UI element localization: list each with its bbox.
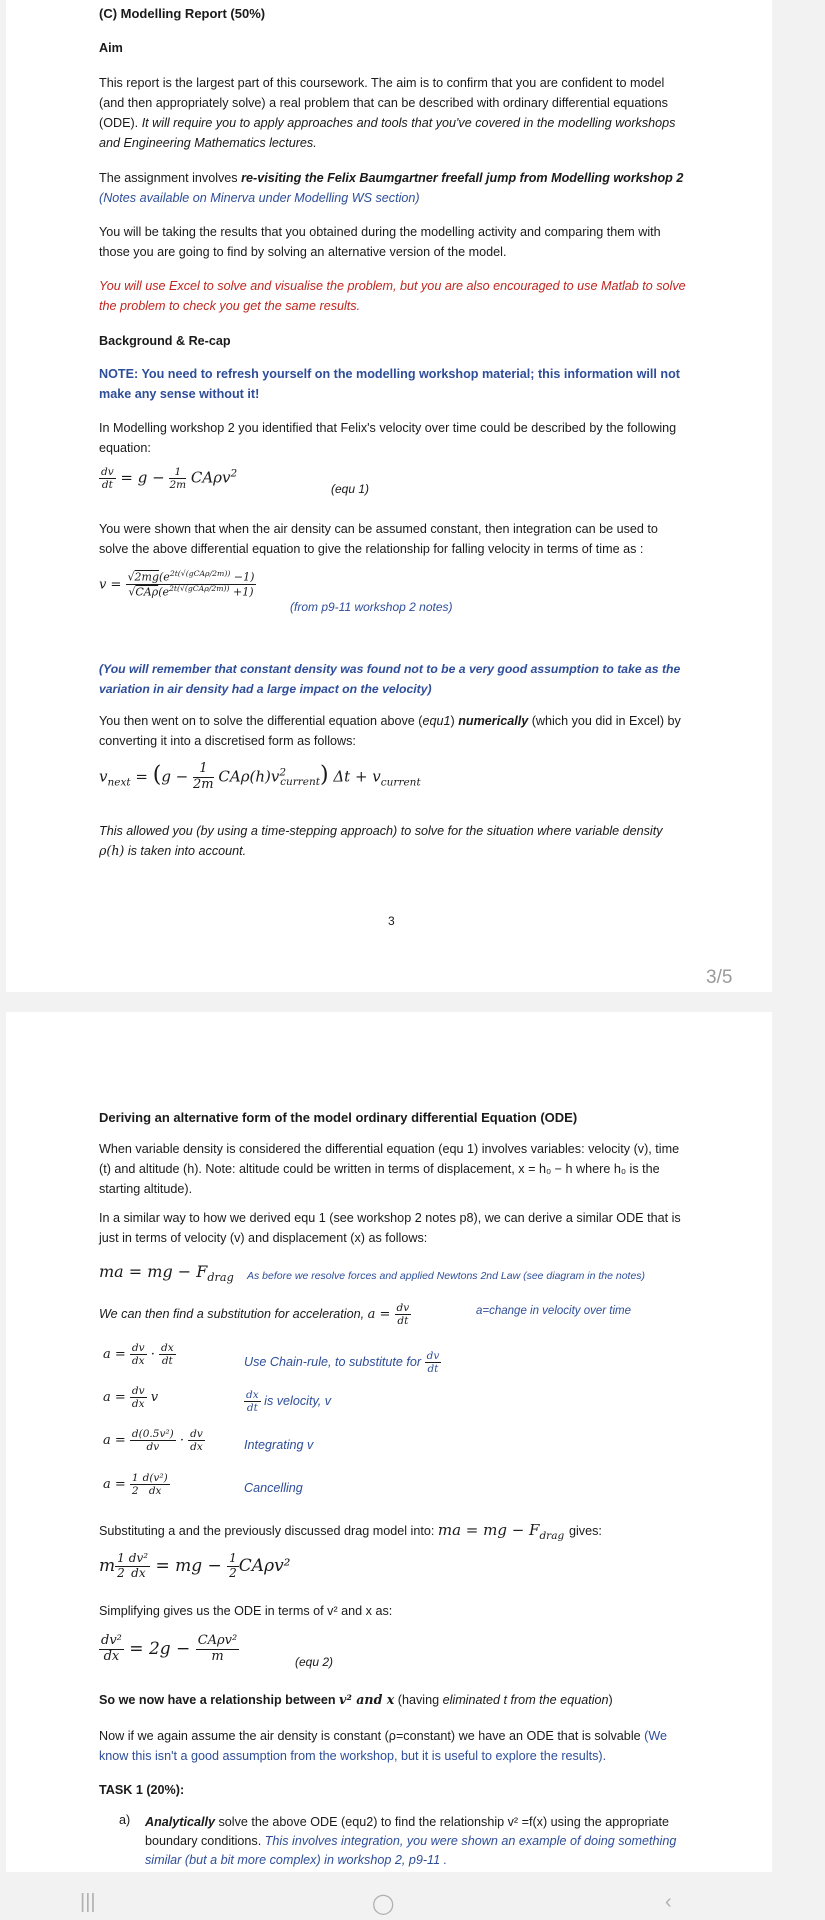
integrating-note: Integrating v [244, 1438, 314, 1452]
substitution-line: We can then find a substitution for acceleration, a = $\frac{dv}{dt}$ [99, 1302, 410, 1328]
relationship-line: So we now have a relationship between v² and x (having eliminated t from the equation) [99, 1692, 613, 1707]
workshop2-intro: In Modelling workshop 2 you identified that Felix's velocity over time could be described by the following equation: [99, 421, 677, 455]
from-notes-label: (from p9-11 workshop 2 notes) [290, 600, 453, 614]
chain-rule-note: Use Chain-rule, to substitute for $\frac{dv}{dt}$ [244, 1350, 440, 1376]
task-a-text: Analytically solve the above ODE (equ2) to find the relationship v² =f(x) using the appropriate boundary conditions. This involves integration, you were shown an example of doing something similar (but a bit more complex) in workshop 2, p9-11 . [145, 1815, 677, 1867]
refresh-note: NOTE: You need to refresh yourself on the modelling workshop material; this information will not make any sense without it! [99, 367, 680, 401]
section-title: (C) Modelling Report (50%) [99, 6, 266, 21]
substituting-line: Substituting a and the previously discussed drag model into: ma = mg − $F_{drag}$ gives: [99, 1521, 602, 1542]
task-a-label: a) [119, 1813, 131, 1827]
newton-equation: ma = mg − $F_{drag}$ [99, 1262, 234, 1285]
accel-note: a=change in velocity over time [476, 1305, 632, 1317]
bottom-nav-bar [0, 1885, 825, 1920]
newton-note: As before we resolve forces and applied Newtons 2nd Law (see diagram in the notes) [247, 1270, 646, 1282]
home-icon[interactable]: ◯ [372, 1893, 395, 1915]
task-heading: TASK 1 (20%): [99, 1783, 185, 1797]
variable-density-paragraph: When variable density is considered the differential equation (equ 1) involves variables: velocity (v), time (t) and altitude (h). Note: altitude could be written in terms of displacement, x = h₀ − h where h₀ is the starting altitude). [99, 1142, 680, 1196]
cancelling-step: a = $\frac{1}{2}$ $\frac{\text{d(v²)}}{dx}$ [103, 1472, 168, 1498]
constant-paragraph: Now if we again assume the air density is constant (ρ=constant) we have an ODE that is solvable (We know this isn't a good assumption from the workshop, but it is useful to explore the results). [99, 1729, 667, 1763]
page-number: 3 [388, 914, 395, 928]
document-page-4 [6, 1012, 772, 1872]
equation-1: $\frac{dv}{dt}$ = g − $\frac{1}{2m}$ CAρv$^2$ [101, 466, 238, 492]
excel-note: You will use Excel to solve and visualise the problem, but you are also encouraged to use Matlab to solve the problem to check you get the same results. [99, 279, 686, 313]
similar-way-paragraph: In a similar way to how we derived equ 1 (see workshop 2 notes p8), we can derive a similar ODE that is just in terms of velocity (v) and displacement (x) as follows: [99, 1211, 681, 1245]
recent-apps-icon[interactable]: ||| [80, 1891, 96, 1913]
equ2-label: (equ 2) [295, 1655, 334, 1669]
page-indicator: 3/5 [706, 967, 733, 988]
integrating-step: a = $\frac{\text{d(0.5v²)}}{dv}$ · $\frac{dv}{dx}$ [103, 1428, 203, 1454]
deriving-heading: Deriving an alternative form of the model ordinary differential Equation (ODE) [99, 1110, 578, 1125]
numeric-paragraph: You then went on to solve the differential equation above (equ1) numerically (which you did in Excel) by converting it into a discretised form as follows: [99, 714, 681, 748]
chain-rule-step: a = $\frac{dv}{dx}$ · $\frac{dx}{dt}$ [103, 1342, 174, 1368]
remember-note: (You will remember that constant density was found not to be a very good assumption to take as the variation in air density had a large impact on the velocity) [99, 662, 681, 696]
equ1-label: (equ 1) [331, 482, 370, 496]
aim-heading: Aim [99, 41, 123, 55]
discretised-equation: $v_{next} = (g$ − $\frac{1}{2m}$ $CA\rho(h)v^2_{current}$) $\Delta t + v_{current}$ [99, 761, 421, 792]
simplifying-line: Simplifying gives us the ODE in terms of v² and x as: [99, 1604, 393, 1618]
allowed-paragraph: This allowed you (by using a time-stepping approach) to solve for the situation where variable density ρ(h) is taken into account. [99, 824, 663, 858]
substituted-equation: m $\frac{1}{2}$ $\frac{\text{dv²}}{dx}$ = mg − $\frac{1}{2}$ CAρv² [99, 1551, 291, 1580]
is-velocity-note: $\frac{dx}{dt}$ is velocity, v [246, 1389, 332, 1415]
taking-results-paragraph: You will be taking the results that you obtained during the modelling activity and comparing them with those you are going to find by solving an alternative version of the model. [99, 225, 661, 259]
velocity-solution-equation: v = $\frac{√2mg(e^{2t(√(gCA\rho/2m))} -1)}{√CA\rho(e^{2t(√(gCA\rho/2m))} +1)}$ [99, 569, 255, 599]
equation-2: $\frac{\text{dv²}}{dx}$ = 2g − $\frac{\text{CAρv²}}{m}$ [101, 1633, 238, 1664]
assignment-paragraph: The assignment involves re-visiting the Felix Baumgartner freefall jump from Modelling workshop 2 (Notes available on Minerva under Modelling WS section) [99, 171, 684, 205]
background-heading: Background & Re-cap [99, 334, 231, 348]
aim-paragraph: This report is the largest part of this coursework. The aim is to confirm that you are confident to model (and then appropriately solve) a real problem that can be described with ordinary differential equations (ODE). It will require you to apply approaches and tools that you've covered in the modelling workshops and Engineering Mathematics lectures. [99, 76, 676, 150]
cancelling-note: Cancelling [244, 1481, 303, 1495]
document-page-3 [6, 0, 772, 992]
constant-density-paragraph: You were shown that when the air density can be assumed constant, then integration can be used to solve the above differential equation to give the relationship for falling velocity in terms of time as : [99, 522, 658, 556]
back-icon[interactable]: ‹ [665, 1891, 672, 1913]
velocity-step: a = $\frac{dv}{dx}$ v [103, 1385, 159, 1411]
